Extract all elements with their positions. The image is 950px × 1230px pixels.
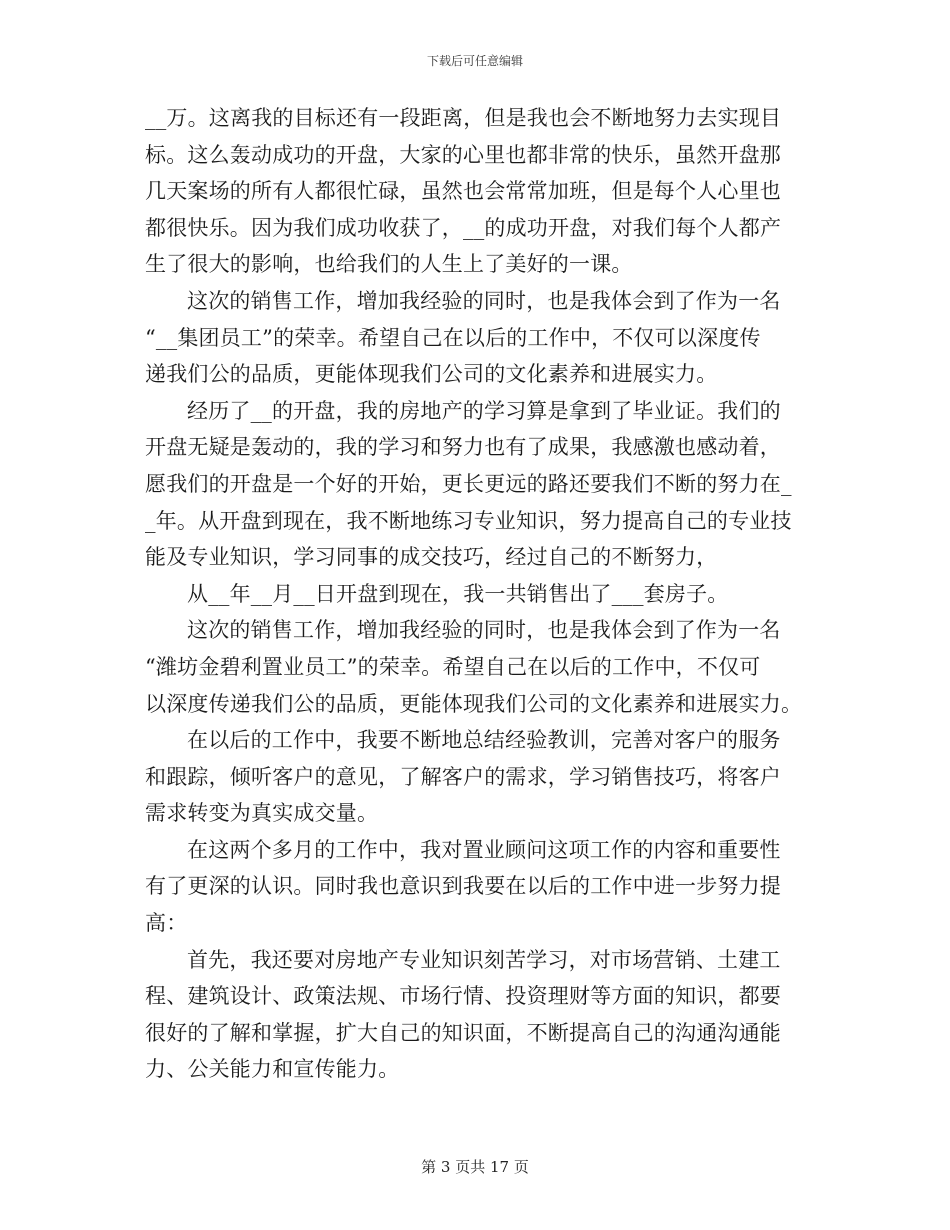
- text-line: 力、公关能力和宣传能力。: [145, 1057, 400, 1082]
- text-line: 以深度传递我们公的品质，更能体现我们公司的文化素养和进展实力。: [145, 691, 803, 716]
- text-line: 开盘无疑是轰动的，我的学习和努力也有了成果，我感激也感动着，: [145, 435, 781, 460]
- text-line: _年。从开盘到现在，我不断地练习专业知识，努力提高自己的专业技: [145, 508, 792, 533]
- text-line: “潍坊金碧利置业员工”的荣幸。希望自己在以后的工作中，不仅可: [145, 654, 761, 679]
- text-line: 标。这么轰动成功的开盘，大家的心里也都非常的快乐，虽然开盘那: [145, 142, 781, 167]
- text-line: 首先，我还要对房地产专业知识刻苦学习，对市场营销、土建工: [187, 947, 781, 972]
- text-line: “__集团员工”的荣幸。希望自己在以后的工作中，不仅可以深度传: [145, 325, 761, 350]
- text-line: 在以后的工作中，我要不断地总结经验教训，完善对客户的服务: [187, 728, 781, 753]
- text-line: 很好的了解和掌握，扩大自己的知识面，不断提高自己的沟通沟通能: [145, 1020, 781, 1045]
- text-line: 需求转变为真实成交量。: [145, 801, 379, 826]
- text-line: 递我们公的品质，更能体现我们公司的文化素养和进展实力。: [145, 362, 718, 387]
- text-line: 在这两个多月的工作中，我对置业顾问这项工作的内容和重要性: [187, 837, 781, 862]
- text-line: 高：: [145, 911, 188, 936]
- text-line: 经历了__的开盘，我的房地产的学习算是拿到了毕业证。我们的: [187, 398, 781, 423]
- page-footer: 第 3 页共 17 页: [421, 1158, 529, 1176]
- text-line: 有了更深的认识。同时我也意识到我要在以后的工作中进一步努力提: [145, 874, 781, 899]
- document-body: [145, 100, 805, 1088]
- text-line: 都很快乐。因为我们成功收获了，__的成功开盘，对我们每个人都产: [145, 215, 782, 240]
- text-line: __万。这离我的目标还有一段距离，但是我也会不断地努力去实现目: [145, 106, 782, 130]
- text-line: 和跟踪，倾听客户的意见，了解客户的需求，学习销售技巧，将客户: [145, 764, 781, 789]
- text-line: 愿我们的开盘是一个好的开始，更长更远的路还要我们不断的努力在_: [145, 471, 792, 496]
- text-line: 能及专业知识，学习同事的成交技巧，经过自己的不断努力，: [145, 545, 718, 570]
- text-line: 程、建筑设计、政策法规、市场行情、投资理财等方面的知识，都要: [145, 984, 781, 1009]
- text-line: 生了很大的影响，也给我们的人生上了美好的一课。: [145, 252, 633, 277]
- text-line: 这次的销售工作，增加我经验的同时，也是我体会到了作为一名: [187, 618, 781, 643]
- text-line: 从__年__月__日开盘到现在，我一共销售出了___套房子。: [187, 581, 729, 606]
- page-header: 下载后可任意编辑: [426, 54, 523, 68]
- text-line: 这次的销售工作，增加我经验的同时，也是我体会到了作为一名: [187, 288, 781, 313]
- text-line: 几天案场的所有人都很忙碌，虽然也会常常加班，但是每个人心里也: [145, 179, 781, 204]
